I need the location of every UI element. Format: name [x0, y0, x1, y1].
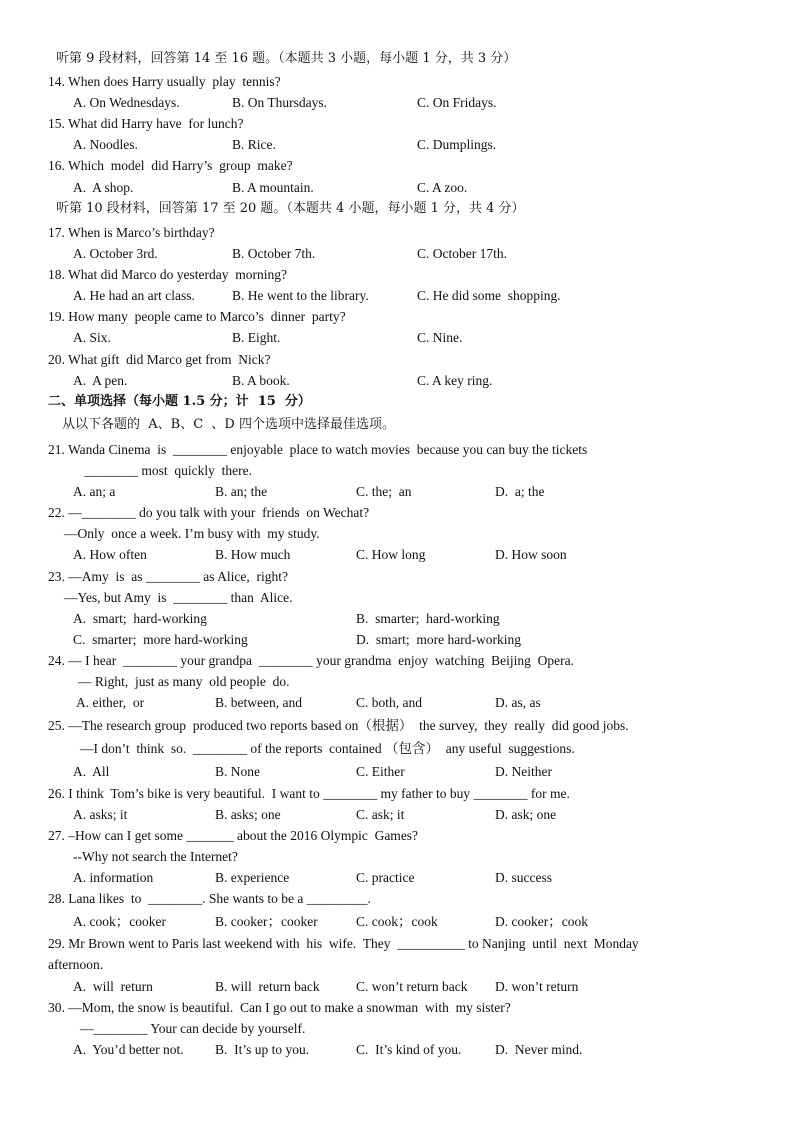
question-21-stem: 21. Wanda Cinema is ________ enjoyable place to watch movies because you can buy the tickets: [48, 442, 588, 457]
question-30-continuation: —________ Your can decide by yourself.: [80, 1021, 306, 1036]
question-28-option-c: C. cook；cook: [356, 914, 438, 929]
question-18-option-b: B. He went to the library.: [232, 288, 369, 303]
question-19-option-c: C. Nine.: [417, 330, 463, 345]
question-26-option-b: B. asks; one: [215, 807, 281, 822]
question-21-option-a: A. an; a: [73, 484, 116, 499]
question-15-option-c: C. Dumplings.: [417, 137, 497, 152]
question-16-option-c: C. A zoo.: [417, 180, 468, 195]
question-24-option-d: D. as, as: [495, 695, 541, 710]
question-20-option-b: B. A book.: [232, 373, 290, 388]
part-2-instruction: 从以下各题的 A、B、C 、D 四个选项中选择最佳选项。: [62, 417, 395, 432]
listening-9-instruction: 听第 9 段材料，回答第 14 至 16 题。（本题共 3 小题，每小题 1 分，共 3 分）: [56, 51, 517, 66]
question-17-option-b: B. October 7th.: [232, 246, 316, 261]
question-23-continuation: —Yes, but Amy is ________ than Alice.: [64, 590, 293, 605]
question-15-option-b: B. Rice.: [232, 137, 276, 152]
question-23-stem: 23. —Amy is as ________ as Alice, right?: [48, 569, 288, 584]
question-25-option-b: B. None: [215, 764, 260, 779]
question-22-stem: 22. —________ do you talk with your friends on Wechat?: [48, 505, 370, 520]
question-25-option-c: C. Either: [356, 764, 405, 779]
question-19-stem: 19. How many people came to Marco’s dinner party?: [48, 309, 346, 324]
question-23-option-b: B. smarter; hard-working: [356, 611, 500, 626]
question-27-option-c: C. practice: [356, 870, 415, 885]
listening-10-instruction: 听第 10 段材料，回答第 17 至 20 题。（本题共 4 小题，每小题 1 分，共 4 分）: [56, 201, 525, 216]
question-14-option-b: B. On Thursdays.: [232, 95, 328, 110]
question-25-option-d: D. Neither: [495, 764, 552, 779]
question-27-option-a: A. information: [73, 870, 154, 885]
question-29-stem: 29. Mr Brown went to Paris last weekend with his wife. They __________ to Nanjing until next Monday: [48, 936, 639, 951]
question-29-option-c: C. won’t return back: [356, 979, 468, 994]
question-23-option-c: C. smarter; more hard-working: [73, 632, 248, 647]
question-18-option-c: C. He did some shopping.: [417, 288, 561, 303]
question-27-option-b: B. experience: [215, 870, 290, 885]
question-27-continuation: --Why not search the Internet?: [73, 849, 238, 864]
question-16-option-a: A. A shop.: [73, 180, 134, 195]
question-27-option-d: D. success: [495, 870, 552, 885]
question-29-continuation: afternoon.: [48, 957, 104, 972]
question-30-option-d: D. Never mind.: [495, 1042, 583, 1057]
question-14-option-a: A. On Wednesdays.: [73, 95, 180, 110]
question-16-option-b: B. A mountain.: [232, 180, 314, 195]
question-26-option-a: A. asks; it: [73, 807, 128, 822]
question-19-option-b: B. Eight.: [232, 330, 281, 345]
question-22-option-d: D. How soon: [495, 547, 567, 562]
question-29-option-a: A. will return: [73, 979, 153, 994]
question-28-stem: 28. Lana likes to ________. She wants to be a _________.: [48, 891, 371, 906]
question-28-option-a: A. cook；cooker: [73, 914, 166, 929]
question-21-continuation: ________ most quickly there.: [84, 463, 252, 478]
question-20-option-c: C. A key ring.: [417, 373, 493, 388]
question-21-option-c: C. the; an: [356, 484, 412, 499]
question-15-option-a: A. Noodles.: [73, 137, 138, 152]
question-24-option-c: C. both, and: [356, 695, 422, 710]
question-25-option-a: A. All: [73, 764, 110, 779]
question-22-option-a: A. How often: [73, 547, 147, 562]
question-23-option-d: D. smart; more hard-working: [356, 632, 521, 647]
question-30-option-c: C. It’s kind of you.: [356, 1042, 462, 1057]
question-24-option-a: A. either, or: [76, 695, 145, 710]
question-17-option-c: C. October 17th.: [417, 246, 507, 261]
question-19-option-a: A. Six.: [73, 330, 111, 345]
question-24-stem: 24. — I hear ________ your grandpa ________ your grandma enjoy watching Beijing Opera.: [48, 653, 575, 668]
question-26-option-d: D. ask; one: [495, 807, 557, 822]
question-24-option-b: B. between, and: [215, 695, 302, 710]
question-20-option-a: A. A pen.: [73, 373, 128, 388]
question-25-stem: 25. —The research group produced two reports based on（根据） the survey, they really did good jobs.: [48, 718, 629, 733]
question-28-option-d: D. cooker；cook: [495, 914, 588, 929]
question-15-stem: 15. What did Harry have for lunch?: [48, 116, 244, 131]
part-2-title: 二、单项选择（每小题 1.5 分；计 15 分）: [48, 394, 311, 409]
question-29-option-d: D. won’t return: [495, 979, 579, 994]
question-17-stem: 17. When is Marco’s birthday?: [48, 225, 215, 240]
question-30-option-b: B. It’s up to you.: [215, 1042, 310, 1057]
question-28-option-b: B. cooker；cooker: [215, 914, 318, 929]
question-29-option-b: B. will return back: [215, 979, 320, 994]
question-25-continuation: —I don’t think so. ________ of the reports contained （包含） any useful suggestions.: [80, 741, 575, 756]
question-23-option-a: A. smart; hard-working: [73, 611, 207, 626]
question-21-option-b: B. an; the: [215, 484, 268, 499]
question-26-stem: 26. I think Tom’s bike is very beautiful. I want to ________ my father to buy ________ for me.: [48, 786, 570, 801]
question-30-stem: 30. —Mom, the snow is beautiful. Can I go out to make a snowman with my sister?: [48, 1000, 511, 1015]
question-30-option-a: A. You’d better not.: [73, 1042, 184, 1057]
question-27-stem: 27. –How can I get some _______ about the 2016 Olympic Games?: [48, 828, 419, 843]
question-16-stem: 16. Which model did Harry’s group make?: [48, 158, 293, 173]
question-21-option-d: D. a; the: [495, 484, 545, 499]
question-14-stem: 14. When does Harry usually play tennis?: [48, 74, 281, 89]
question-22-continuation: —Only once a week. I’m busy with my study.: [64, 526, 320, 541]
question-20-stem: 20. What gift did Marco get from Nick?: [48, 352, 271, 367]
question-17-option-a: A. October 3rd.: [73, 246, 158, 261]
question-18-stem: 18. What did Marco do yesterday morning?: [48, 267, 287, 282]
question-22-option-c: C. How long: [356, 547, 426, 562]
question-18-option-a: A. He had an art class.: [73, 288, 195, 303]
question-26-option-c: C. ask; it: [356, 807, 405, 822]
question-22-option-b: B. How much: [215, 547, 291, 562]
question-24-continuation: — Right, just as many old people do.: [78, 674, 290, 689]
question-14-option-c: C. On Fridays.: [417, 95, 497, 110]
